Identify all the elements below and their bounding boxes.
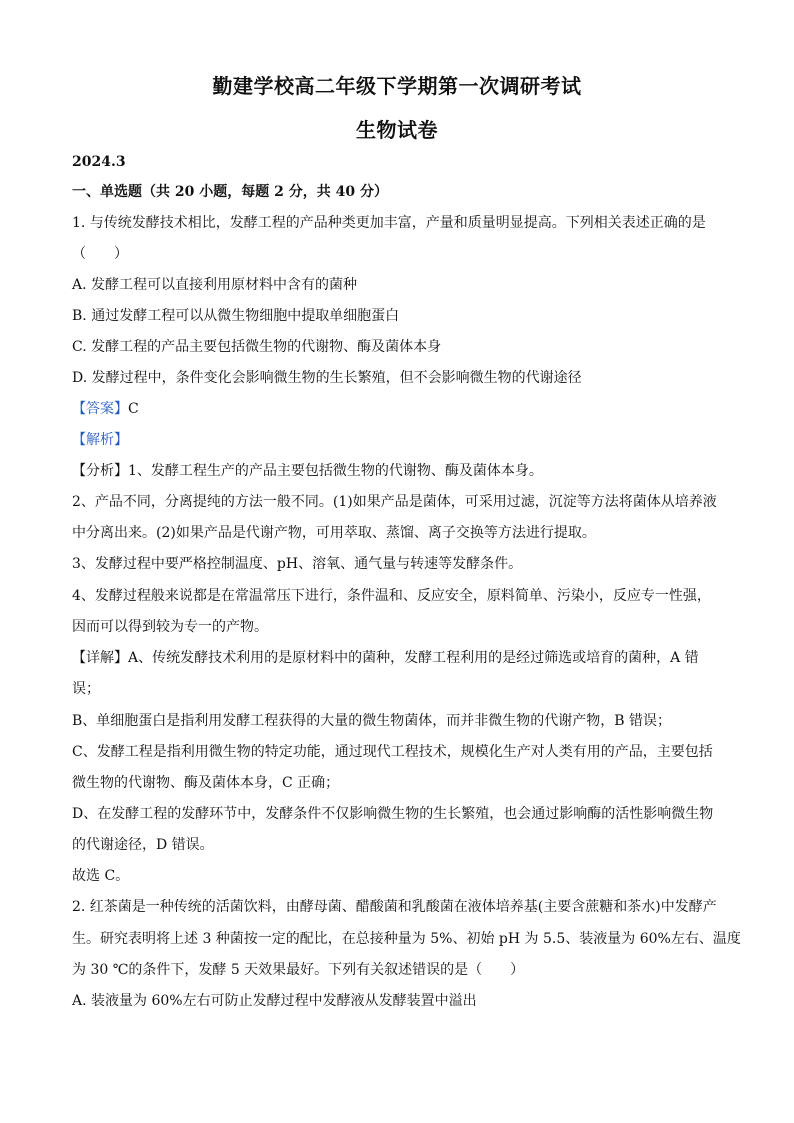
q2-stem-line3: 为 30 ℃的条件下，发酵 5 天效果最好。下列有关叙述错误的是（ ） <box>72 962 525 978</box>
detail-a1: A、传统发酵技术利用的是原材料中的菌种，发酵工程利用的是经过筛选或培育的菌种，A 错 <box>128 650 699 666</box>
detail-c1: C、发酵工程是指利用微生物的特定功能，通过现代工程技术，规模化生产对人类有用的产品，主要包括 <box>72 744 713 760</box>
analysis-tag: 【解析】 <box>72 432 128 448</box>
detail-b: B、单细胞蛋白是指利用发酵工程获得的大量的微生物菌体，而并非微生物的代谢产物，B 错误； <box>72 713 672 729</box>
detail-d1: D、在发酵工程的发酵环节中，发酵条件不仅影响微生物的生长繁殖，也会通过影响酶的活性影响微生物 <box>72 806 714 822</box>
q2-stem-line2: 生。研究表明将上述 3 种菌按一定的配比，在总接种量为 5%、初始 pH 为 5.5、装液量为 60%左右、温度 <box>72 931 741 947</box>
q1-option-d: D. 发酵过程中，条件变化会影响微生物的生长繁殖，但不会影响微生物的代谢途径 <box>72 370 582 386</box>
analysis-point-2b: 中分离出来。(2)如果产品是代谢产物，可用萃取、蒸馏、离子交换等方法进行提取。 <box>72 525 596 541</box>
analysis-point-4a: 4、发酵过程般来说都是在常温常压下进行，条件温和、反应安全，原料简单、污染小，反应专一性强， <box>72 588 711 604</box>
analysis-point-4b: 因而可以得到较为专一的产物。 <box>72 619 268 635</box>
q2-option-a: A. 装液量为 60%左右可防止发酵过程中发酵液从发酵装置中溢出 <box>72 993 477 1009</box>
analysis-prefix: 【分析】 <box>72 463 128 479</box>
exam-subtitle: 生物试卷 <box>356 118 438 142</box>
q1-conclusion: 故选 C。 <box>72 868 130 884</box>
q1-stem-line2: （ ） <box>72 246 128 262</box>
q2-stem-line1: 2. 红茶菌是一种传统的活菌饮料，由酵母菌、醋酸菌和乳酸菌在液体培养基(主要含蔗糖和茶水)中发酵产 <box>72 899 717 915</box>
answer-value: C <box>128 401 139 417</box>
q1-answer <box>72 399 722 419</box>
detail-c2: 微生物的代谢物、酶及菌体本身，C 正确； <box>72 775 340 791</box>
detail-prefix: 【详解】 <box>72 650 128 666</box>
detail-a2: 误； <box>72 681 100 697</box>
analysis-line-1 <box>72 461 722 481</box>
exam-title: 勤建学校高二年级下学期第一次调研考试 <box>212 74 582 98</box>
q1-stem-line1: 1. 与传统发酵技术相比，发酵工程的产品种类更加丰富，产量和质量明显提高。下列相关表述正确的是 <box>72 215 706 231</box>
analysis-point-2a: 2、产品不同，分离提纯的方法一般不同。(1)如果产品是菌体，可采用过滤，沉淀等方法将菌体从培养液 <box>72 494 717 510</box>
analysis-point-1: 1、发酵工程生产的产品主要包括微生物的代谢物、酶及菌体本身。 <box>128 463 543 479</box>
section-heading: 一、单选题（共 20 小题，每题 2 分，共 40 分） <box>72 184 388 200</box>
analysis-point-3: 3、发酵过程中要严格控制温度、pH、溶氧、通气量与转速等发酵条件。 <box>72 556 523 572</box>
q1-option-c: C. 发酵工程的产品主要包括微生物的代谢物、酶及菌体本身 <box>72 339 442 355</box>
detail-d2: 的代谢途径，D 错误。 <box>72 837 214 853</box>
detail-line-a1 <box>72 648 722 668</box>
answer-tag: 【答案】 <box>72 401 128 417</box>
exam-date: 2024.3 <box>72 154 126 170</box>
q1-option-a: A. 发酵工程可以直接利用原材料中含有的菌种 <box>72 277 358 293</box>
q1-option-b: B. 通过发酵工程可以从微生物细胞中提取单细胞蛋白 <box>72 308 400 324</box>
